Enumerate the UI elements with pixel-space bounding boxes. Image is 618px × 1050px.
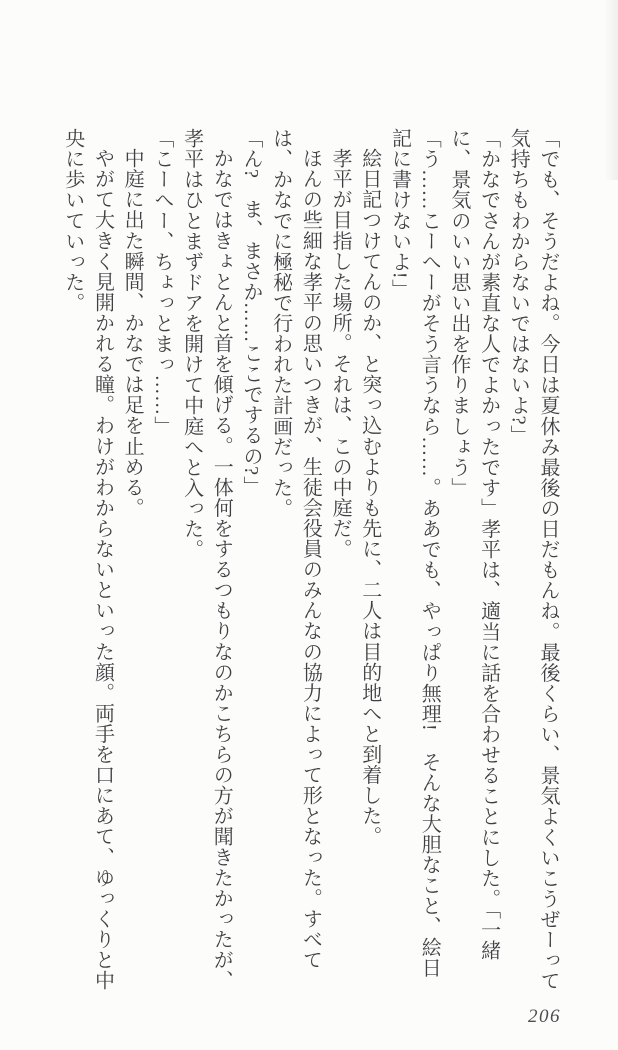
paragraph: 「こーへー、ちょっとまっ……」 [150, 128, 173, 437]
paragraph: 「でも、そうだよね。今日は夏休み最後の日だもんね。最後くらい、景気よくいこうぜーって気持ちもわからないではないよ?」 [507, 128, 559, 992]
paragraph: 「ん? ま、まさか……ここでするの?」 [239, 128, 262, 497]
paragraph: 中庭に出た瞬間、かなでは足を止める。 [121, 148, 144, 518]
paragraph: ほんの些細な孝平の思いつきが、生徒会役員のみんなの協力によって形となった。すべては、かなでに極秘で行われた計画だった。 [269, 128, 322, 970]
paragraph: かなではきょとんと首を傾げる。一体何をするつもりなのかこちらの方が聞きたかったが、孝平はひとまずドアを開けて中庭へと入った。 [180, 128, 233, 991]
scan-edge-shadow [604, 0, 618, 180]
vertical-text-block [56, 128, 562, 992]
page-number: 206 [528, 1006, 561, 1027]
paragraph: 絵日記つけてんのか、と突っ込むよりも先に、二人は目的地へと到着した。 [358, 148, 381, 847]
paragraph: 「かなでさんが素直な人でよかったです」孝平は、適当に話を合わせることにした。「一緒に、景気のいい思い出を作りましょう」 [447, 128, 500, 961]
paragraph: 「う……こーへーがそう言うなら……。ああでも、やっぱり無理! そんな大胆なこと、絵日記に書けないよ!」 [388, 128, 441, 978]
paragraph: 孝平が目指した場所。それは、この中庭だ。 [329, 148, 352, 559]
paragraph: やがて大きく見開かれる瞳。わけがわからないといった顔。両手を口にあて、ゆっくりと中央に歩いていった。 [61, 128, 114, 991]
